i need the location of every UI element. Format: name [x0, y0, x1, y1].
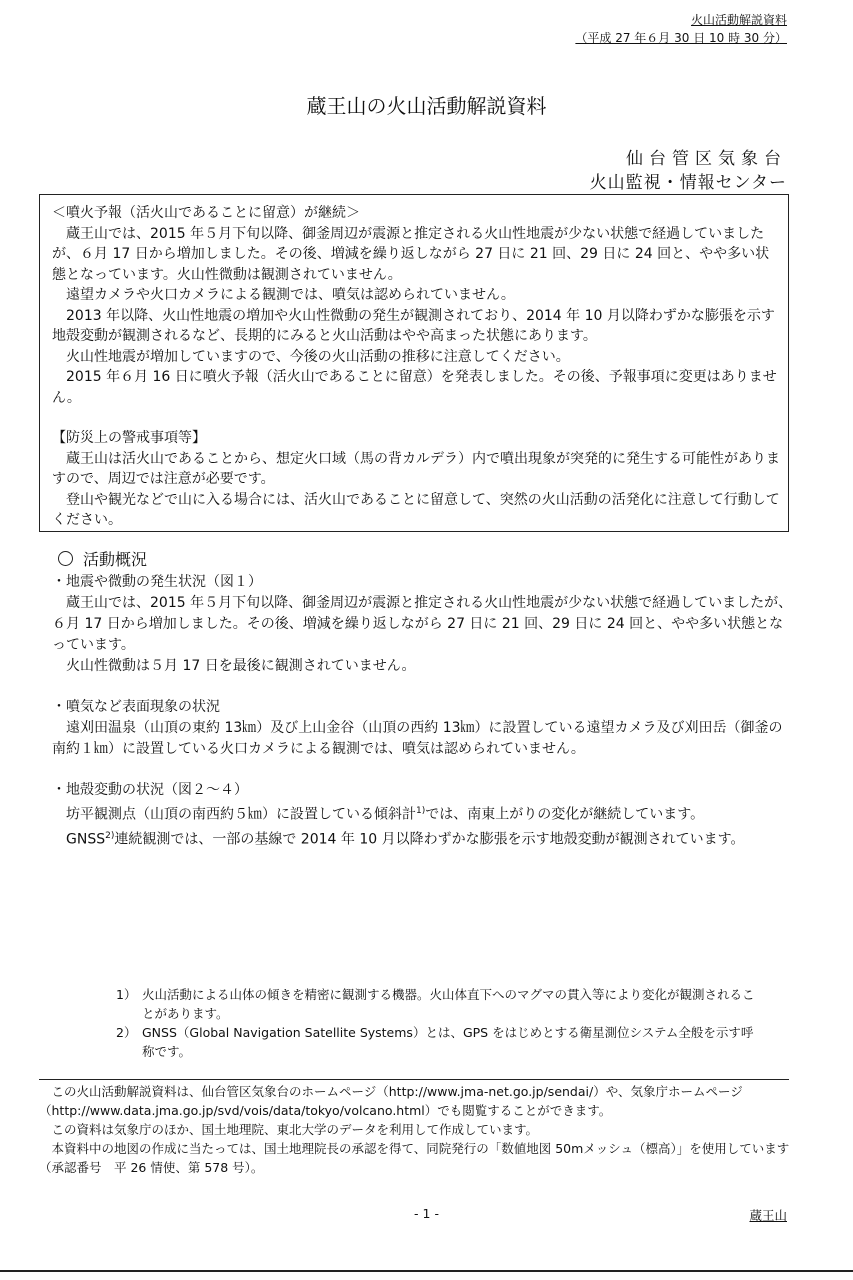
summary-paragraph: 蔵王山では、2015 年５月下旬以降、御釜周辺が震源と推定される火山性地震が少ない状態で経過していましたが、６月 17 日から増加しました。その後、増減を繰り返しながら 27 日に 21 回、29 日に 24 回と、やや多い状態となっています。火山性微動は観測されていません。 — [52, 225, 770, 283]
summary-box — [39, 194, 789, 532]
disaster-paragraph: 蔵王山は活火山であることから、想定火口域（馬の背カルデラ）内で噴出現象が突発的に発生する可能性がありますので、周辺では注意が必要です。 — [52, 450, 780, 487]
footer-paragraph-web: この火山活動解説資料は、仙台管区気象台のホームページ（http://www.jma-net.go.jp/sendai/）や、気象庁ホームページ（http://www.data.jma.go.jp/svd/vois/data/tokyo/volcano.html）でも閲覧することができます。 — [39, 1084, 743, 1118]
issuer-center: 火山監視・情報センター — [589, 173, 787, 193]
summary-paragraph: 火山性地震が増加していますので、今後の火山活動の推移に注意してください。 — [66, 348, 570, 365]
section-title-seismic: ・地震や微動の発生状況（図１） — [52, 574, 262, 590]
footer-paragraph-data: この資料は気象庁のほか、国土地理院、東北大学のデータを利用して作成しています。 — [51, 1122, 539, 1137]
footnote-1: 1） 火山活動による山体の傾きを精密に観測する機器。火山体直下へのマグマの貫入等により変化が観測されることがあります。 — [116, 987, 755, 1021]
surface-paragraph: 遠刈田温泉（山頂の東約 13㎞）及び上山金谷（山頂の西約 13㎞）に設置している遠望カメラ及び刈田岳（御釜の南約１㎞）に設置している火口カメラによる観測では、噴気は認められていません。 — [52, 720, 783, 757]
footer-notes — [39, 1082, 791, 1177]
footnote-ref-1: 1) — [416, 806, 426, 816]
footer-divider — [39, 1079, 789, 1080]
summary-paragraph: 遠望カメラや火口カメラによる観測では、噴気は認められていません。 — [66, 287, 515, 303]
section-title-deformation: ・地殻変動の状況（図２～４） — [52, 782, 248, 798]
summary-paragraph: 2015 年６月 16 日に噴火予報（活火山であることに留意）を発表しました。その後、予報事項に変更はありません。 — [52, 369, 777, 406]
gnss-paragraph: GNSS$^{2)}$連続観測では、一部の基線で 2014 年 10 月以降わずかな膨張を示す地殻変動が観測されています。 — [66, 830, 745, 848]
page-edge-line — [0, 1270, 853, 1272]
seismic-paragraph: 蔵王山では、2015 年５月下旬以降、御釜周辺が震源と推定される火山性地震が少ない状態で経過していましたが、６月 17 日から増加しました。その後、増減を繰り返しながら 27 日に 21 回、29 日に 24 回と、やや多い状態となっています。 — [52, 595, 793, 653]
footnotes — [116, 985, 756, 1061]
tiltmeter-paragraph: 坊平観測点（山頂の南西約５㎞）に設置している傾斜計$^{1)}$では、南東上がりの変化が継続しています。 — [66, 806, 705, 823]
document-type-label: 火山活動解説資料 — [690, 13, 787, 27]
disaster-paragraph: 登山や観光などで山に入る場合には、活火山であることに留意して、突然の火山活動の活発化に注意して行動してください。 — [52, 491, 780, 528]
activity-overview — [52, 548, 794, 850]
footnote-ref-2: 2) — [105, 830, 115, 841]
issuer-office: 仙台管区気象台 — [626, 149, 787, 169]
page-number: - 1 - — [414, 1206, 439, 1221]
page-title: 蔵王山の火山活動解説資料 — [306, 94, 547, 118]
summary-paragraph: 2013 年以降、火山性地震の増加や火山性微動の発生が観測されており、2014 年 10 月以降わずかな膨張を示す地殻変動が観測されるなど、長期的にみると火山活動はやや高まった状態にあります。 — [52, 307, 775, 344]
footer-paragraph-map: 本資料中の地図の作成に当たっては、国土地理院長の承認を得て、同院発行の「数値地図 50mメッシュ（標高）」を使用しています（承認番号 平 26 情使、第 578 号）。 — [39, 1141, 790, 1175]
forecast-status-heading: ＜噴火予報（活火山であることに留意）が継続＞ — [52, 205, 360, 221]
circle-bullet-icon — [58, 551, 73, 566]
footnote-2: 2） GNSS（Global Navigation Satellite Systems）とは、GPS をはじめとする衛星測位システム全般を示す呼称です。 — [116, 1025, 754, 1059]
disaster-prevention-heading: 【防災上の警戒事項等】 — [52, 430, 206, 446]
tremor-paragraph: 火山性微動は５月 17 日を最後に観測されていません。 — [66, 658, 416, 674]
section-title-surface: ・噴気など表面現象の状況 — [52, 699, 220, 715]
volcano-name-label: 蔵王山 — [749, 1208, 787, 1223]
issue-datetime: （平成 27 年６月 30 日 10 時 30 分） — [575, 31, 787, 45]
activity-heading: 活動概況 — [52, 548, 794, 572]
